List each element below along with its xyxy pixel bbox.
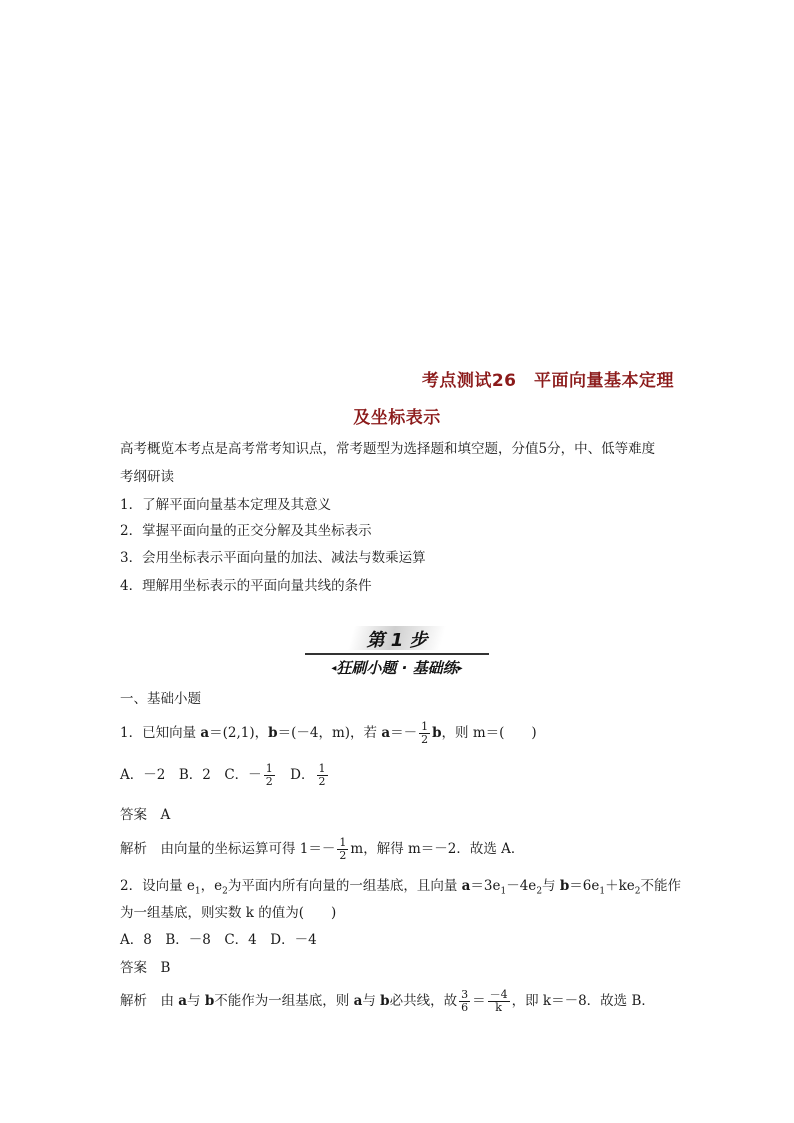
fraction: $\frac{1}{2}$	[339, 836, 347, 862]
outline-item: 1．了解平面向量基本定理及其意义	[120, 497, 332, 513]
banner-subtitle: 狂刷小题 · 基础练	[336, 659, 458, 677]
page-title-continued: 及坐标表示	[353, 408, 441, 428]
question-1-analysis: 解析 由向量的坐标运算可得 1＝－ $\frac{1}{2}$ m，解得 m＝－2．故选 A．	[120, 836, 525, 862]
banner-rule	[305, 653, 489, 655]
overview-text: 高考概览本考点是高考常考知识点，常考题型为选择题和填空题，分值5分，中、低等难度	[120, 441, 656, 457]
question-2-options: A．8 B．－8 C．4 D．－4	[120, 932, 317, 948]
fraction: $\frac{1}{2}$	[318, 762, 326, 788]
question-2-stem-continued: 为一组基底，则实数 k 的值为( )	[120, 905, 337, 921]
banner-subtitle-row	[305, 657, 489, 678]
question-1-answer: 答案 A	[120, 807, 171, 823]
question-2-analysis: 解析 由 a与 b不能作为一组基底，则 a与 b必共线，故 $\frac{3}{6}$ ＝ $\frac{-4}{k}$ ，即 k＝－8．故选 B．	[120, 988, 655, 1014]
fraction: $\frac{1}{2}$	[265, 762, 273, 788]
question-2-stem: 2．设向量 $e_1$，$e_2$为平面内所有向量的一组基底，且向量 $a=3e_1-4e_2$与 $b=6e_1+ke_2$不能作	[120, 878, 682, 897]
fraction: $\frac{-4}{k}$	[489, 988, 508, 1014]
outline-item: 3．会用坐标表示平面向量的加法、减法与数乘运算	[120, 550, 426, 566]
outline-heading: 考纲研读	[120, 469, 174, 485]
banner-step-label: 第 1 步	[366, 630, 428, 651]
outline-item: 4．理解用坐标表示的平面向量共线的条件	[120, 578, 372, 594]
question-1-stem: 1．已知向量 a＝(2,1)，b＝(－4，m)，若 a＝－ $\frac{1}{2}$ b，则 m＝( )	[120, 720, 537, 746]
page-title: 考点测试26 平面向量基本定理	[421, 371, 674, 391]
fraction: $\frac{3}{6}$	[461, 988, 469, 1014]
left-arrow-icon: ◂	[331, 663, 337, 674]
question-1-options: A．－2 B．2 C．－ $\frac{1}{2}$ D． $\frac{1}{2}$	[120, 762, 326, 788]
right-arrow-icon: ▸	[457, 663, 463, 674]
section-heading: 一、基础小题	[120, 691, 201, 707]
outline-item: 2．掌握平面向量的正交分解及其坐标表示	[120, 523, 372, 539]
question-2-answer: 答案 B	[120, 960, 171, 976]
fraction: $\frac{1}{2}$	[421, 720, 429, 746]
step-banner	[305, 626, 489, 682]
